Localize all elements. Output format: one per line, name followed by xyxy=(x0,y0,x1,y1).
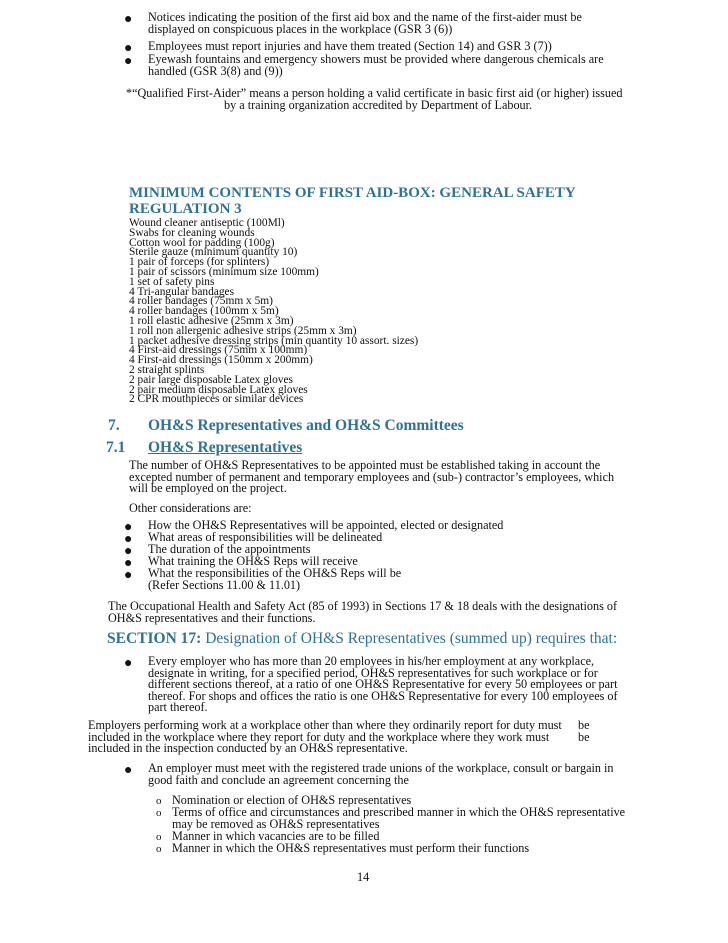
first-aid-item: Wound cleaner antiseptic (100Ml) xyxy=(129,217,285,229)
bullet-icon: ● xyxy=(124,54,133,69)
other-considerations-label: Other considerations are: xyxy=(129,501,252,515)
section-17-heading xyxy=(107,630,617,648)
qualified-first-aider-footnote: *“Qualified First-Aider” means a person holding a valid certificate in basic first aid (or higher) issued by a training organization accredited by Department of Labour. xyxy=(126,86,623,112)
act-paragraph: The Occupational Health and Safety Act (85 of 1993) in Sections 17 & 18 deals with the designations of OH&S representatives and their functions. xyxy=(108,599,618,625)
sub-bullet-text: Manner in which vacancies are to be filled xyxy=(172,829,380,843)
section-17-label: SECTION 17: xyxy=(107,630,202,647)
bullet-text: Notices indicating the position of the first aid box and the name of the first-aider must be displayed on conspicuous places in the workplace (GSR 3 (6)) xyxy=(148,10,582,36)
first-aid-item: 1 pair of forceps (for splinters) xyxy=(129,256,270,269)
bullet-text: What training the OH&S Reps will receive xyxy=(148,554,358,568)
bullet-icon: ● xyxy=(124,656,133,671)
first-aid-box-heading: MINIMUM CONTENTS OF FIRST AID-BOX: GENERAL SAFETY REGULATION 3 xyxy=(129,185,576,217)
bullet-icon: ● xyxy=(124,568,133,583)
bullet-icon: ● xyxy=(124,544,133,559)
bullet-icon: ● xyxy=(124,12,133,27)
bullet-icon: ● xyxy=(124,532,133,547)
first-aid-item: 1 set of safety pins xyxy=(129,275,215,288)
representatives-intro-paragraph: The number of OH&S Representatives to be appointed must be established taking in account the excepted number of permanent and temporary employees and (sub-) contractor’s employees, which will be employed on the project. xyxy=(129,458,615,496)
section-title: OH&S Representatives and OH&S Committees xyxy=(148,417,464,434)
first-aid-items-list xyxy=(129,219,418,405)
circle-bullet-icon: o xyxy=(156,843,162,855)
bullet-text: Employees must report injuries and have them treated (Section 14) and GSR 3 (7)) xyxy=(148,39,552,53)
first-aid-item: 4 Tri-angular bandages xyxy=(129,285,235,298)
section-number: 7.1 xyxy=(106,439,126,456)
circle-bullet-icon: o xyxy=(156,795,162,807)
section-17-title: Designation of OH&S Representatives (summed up) requires that: xyxy=(205,630,618,647)
first-aid-item: Sterile gauze (minimum quantity 10) xyxy=(129,246,298,259)
first-aid-item: 1 roll non allergenic adhesive strips (25mm x 3m) xyxy=(129,324,357,337)
section-number: 7. xyxy=(108,417,120,434)
first-aid-item: 4 First-aid dressings (75mm x 100mm) xyxy=(129,344,308,357)
first-aid-item: 1 packet adhesive dressing strips (min quantity 10 assort. sizes) xyxy=(129,334,419,347)
bullet-icon: ● xyxy=(124,520,133,535)
bullet-icon: ● xyxy=(124,556,133,571)
first-aid-item: Swabs for cleaning wounds xyxy=(129,226,255,239)
bullet-text: What the responsibilities of the OH&S Reps will be xyxy=(148,566,402,580)
first-aid-item: 2 pair medium disposable Latex gloves xyxy=(129,383,308,396)
section-7-1-heading xyxy=(106,439,303,457)
first-aid-item: 2 CPR mouthpieces or similar devices xyxy=(129,393,304,406)
bullet-text: What areas of responsibilities will be delineated xyxy=(148,530,383,544)
section-7-heading xyxy=(108,417,464,435)
circle-bullet-icon: o xyxy=(156,831,162,843)
meet-bullet-text: An employer must meet with the registered trade unions of the workplace, consult or bargain in good faith and conclude an agreement concerning the xyxy=(148,761,614,787)
section-title: OH&S Representatives xyxy=(148,439,303,456)
sub-bullet-text: Terms of office and circumstances and prescribed manner in which the OH&S representative may be removed as OH&S representatives xyxy=(172,805,626,831)
first-aid-item: 1 roll elastic adhesive (25mm x 3m) xyxy=(129,314,294,327)
employers-paragraph: Employers performing work at a workplace other than where they ordinarily report for duty must be included in the workplace where they report for duty and the workplace where they work must be included in the inspection conducted by an OH&S representative. xyxy=(88,718,590,756)
first-aid-item: Cotton wool for padding (100g) xyxy=(129,236,275,249)
circle-bullet-icon: o xyxy=(156,807,162,819)
first-aid-item: 4 roller bandages (100mm x 5m) xyxy=(129,305,279,318)
page-number: 14 xyxy=(357,870,370,884)
first-aid-item: 4 roller bandages (75mm x 5m) xyxy=(129,295,273,308)
bullet-text: The duration of the appointments xyxy=(148,542,311,556)
section-17-bullet-text: Every employer who has more than 20 employees in his/her employment at any workplace, designate in writing, for a specified period, OH&S representatives for such workplace or for different sections thereof, at a ratio of one OH&S Representative for every 50 employees or part thereof. For shops and offices the ratio is one OH&S Representative for every 100 employees of part thereof. xyxy=(148,654,618,715)
bullet-icon: ● xyxy=(124,41,133,56)
bullet-icon: ● xyxy=(124,763,133,778)
sub-bullet-text: Nomination or election of OH&S representatives xyxy=(172,793,412,807)
bullet-text: Eyewash fountains and emergency showers must be provided where dangerous chemicals are handled (GSR 3(8) and (9)) xyxy=(148,52,604,78)
first-aid-item: 4 First-aid dressings (150mm x 200mm) xyxy=(129,354,313,367)
refer-sections-note: (Refer Sections 11.00 & 11.01) xyxy=(148,578,301,592)
first-aid-item: 1 pair of scissors (minimum size 100mm) xyxy=(129,265,319,278)
sub-bullet-text: Manner in which the OH&S representatives must perform their functions xyxy=(172,841,530,855)
first-aid-item: 2 straight splints xyxy=(129,363,205,376)
first-aid-item: 2 pair large disposable Latex gloves xyxy=(129,373,293,386)
bullet-text: How the OH&S Representatives will be appointed, elected or designated xyxy=(148,518,504,532)
